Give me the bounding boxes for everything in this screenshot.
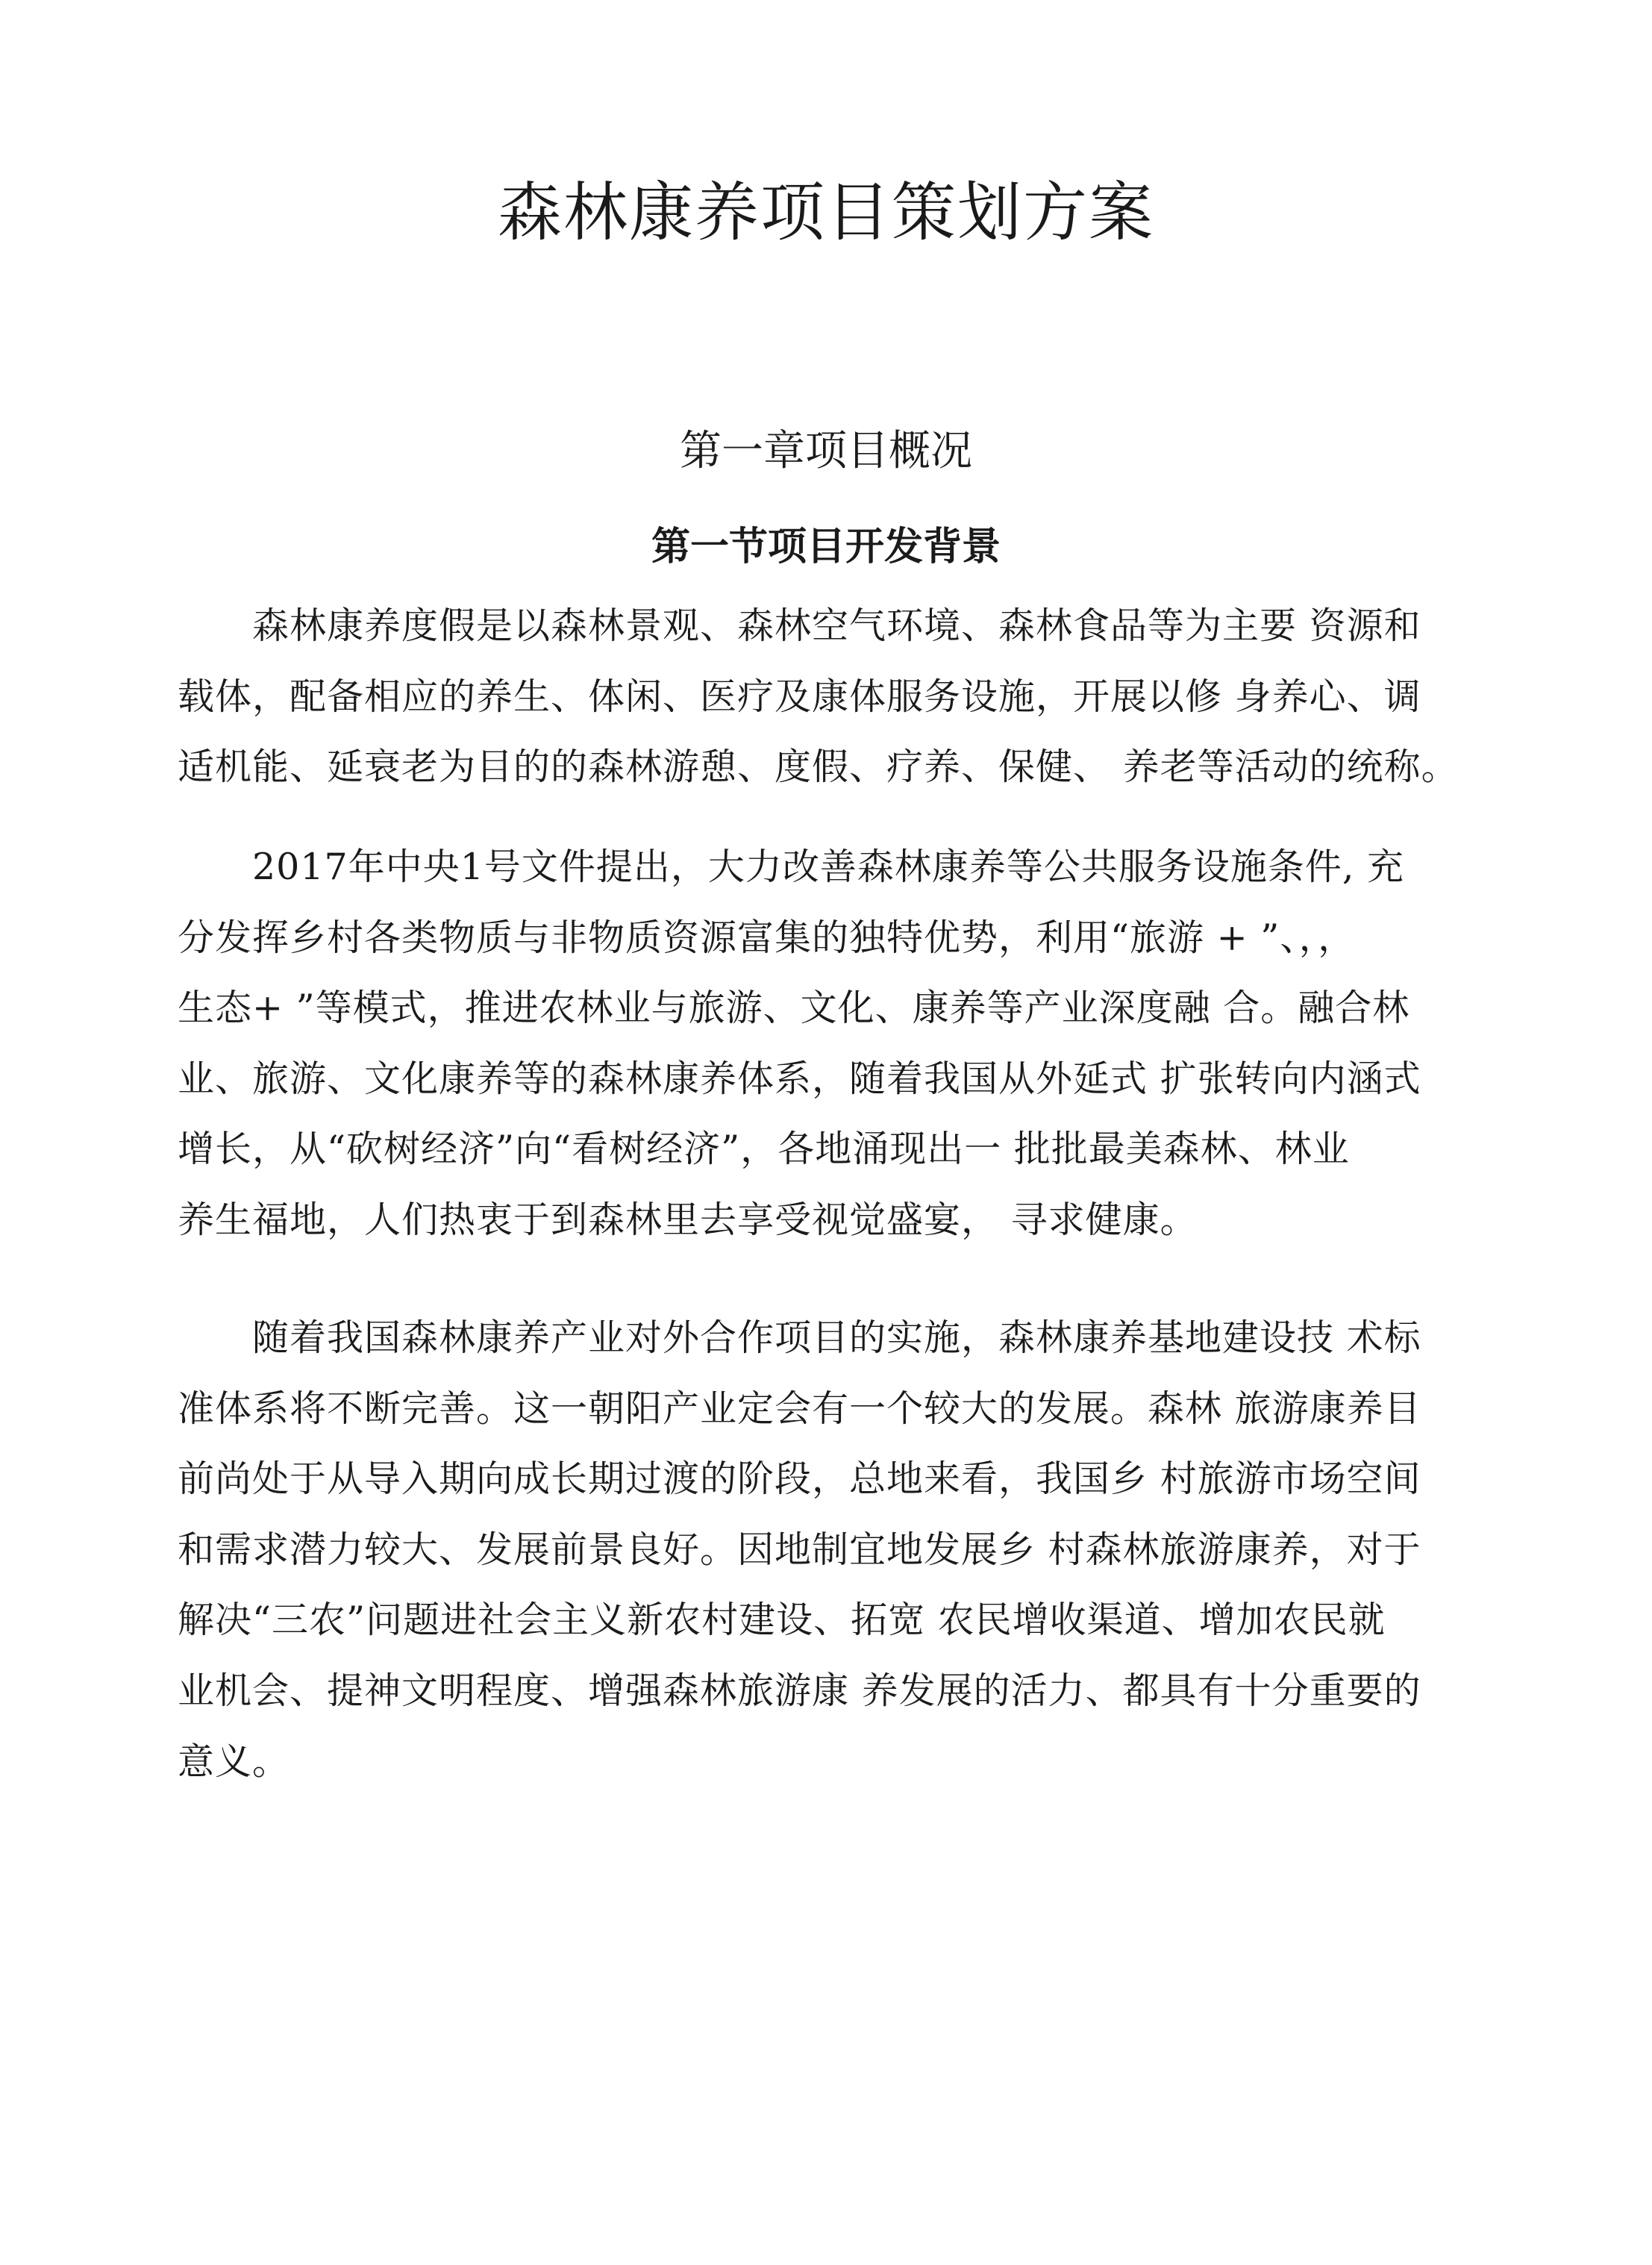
paragraph-line: 生态+ ”等模式，推进农林业与旅游、文化、康养等产业深度融 合。融合林	[178, 987, 1410, 1030]
paragraph-line: 和需求潜力较大、发展前景良好。因地制宜地发展乡 村森林旅游康养，对于	[178, 1528, 1421, 1571]
paragraph-line: 前尚处于从导入期向成长期过渡的阶段，总地来看，我国乡 村旅游市场空间	[178, 1458, 1421, 1501]
paragraph-line: 准体系将不断完善。这一朝阳产业定会有一个较大的发展。森林 旅游康养目	[178, 1387, 1421, 1430]
paragraph-2	[178, 832, 1506, 1256]
paragraph-line: 分发挥乡村各类物质与非物质资源富集的独特优势，利用“旅游 + ”、，，	[178, 916, 1356, 959]
paragraph-line: 养生福地，人们热衷于到森林里去享受视觉盛宴， 寻求健康。	[178, 1198, 1198, 1241]
paragraph-line: 业机会、提神文明程度、增强森林旅游康 养发展的活力、都具有十分重要的	[178, 1669, 1421, 1712]
paragraph-line: 增长，从“砍树经济”向“看树经济”，各地涌现出一 批批最美森林、林业	[178, 1128, 1350, 1171]
paragraph-3	[178, 1303, 1506, 1797]
paragraph-line: 载体，配备相应的养生、体闲、医疗及康体服务设施，开展以修 身养心、调	[178, 675, 1421, 718]
paragraph-line: 随着我国森林康养产业对外合作项目的实施，森林康养基地建设技 术标	[252, 1316, 1421, 1359]
paragraph-line: 解决“三农”问题进社会主义新农村建设、拓宽 农民增收渠道、增加农民就	[178, 1599, 1386, 1642]
paragraph-line: 适机能、延衰老为目的的森林游憩、度假、疗养、保健、 养老等活动的统称。	[178, 746, 1459, 789]
paragraph-line: 意义。	[178, 1740, 290, 1783]
section-heading: 第一节项目开发背景	[651, 524, 1001, 569]
paragraph-line: 森林康养度假是以森林景观、森林空气环境、森林食品等为主要 资源和	[252, 604, 1421, 647]
paragraph-line: 2017年中央1号文件提出，大力改善森林康养等公共服务设施条件, 充	[252, 846, 1405, 888]
document-title: 森林康养项目策划方案	[498, 175, 1154, 250]
paragraph-line: 业、旅游、文化康养等的森林康养体系，随着我国从外延式 扩张转向内涵式	[178, 1057, 1421, 1100]
paragraph-1	[178, 591, 1506, 803]
chapter-heading: 第一章项目概况	[680, 427, 972, 475]
